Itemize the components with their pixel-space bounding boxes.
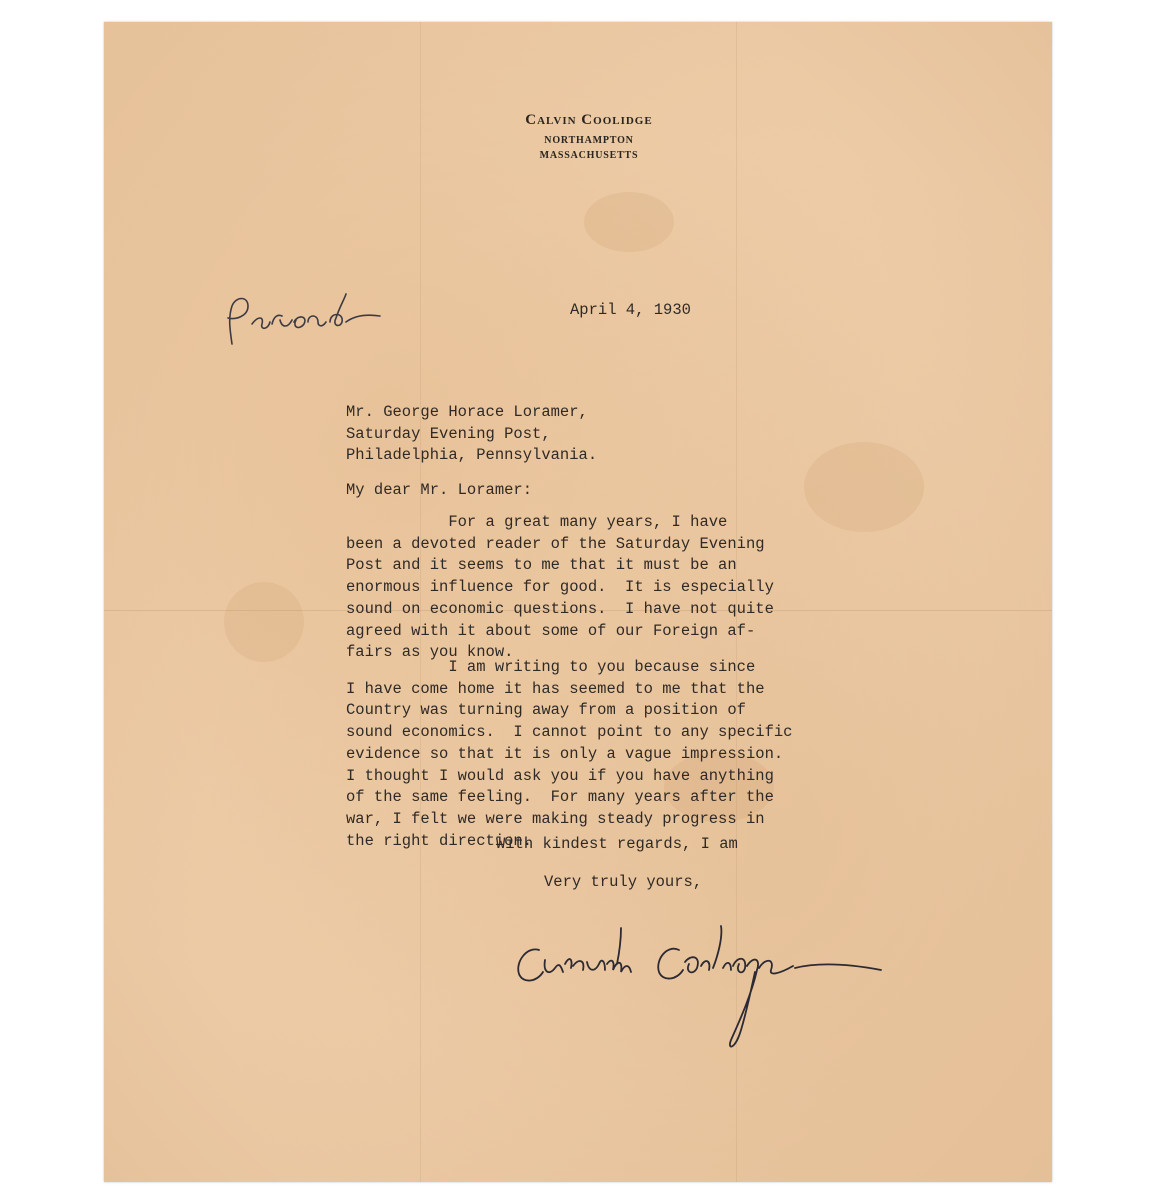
body-line: of the same feeling. For many years after the xyxy=(346,788,774,807)
recipient-line: Mr. George Horace Loramer, xyxy=(346,403,588,421)
body-line: fairs as you know. xyxy=(346,643,514,662)
recipient-line: Saturday Evening Post, xyxy=(346,424,551,443)
body-line: agreed with it about some of our Foreign af- xyxy=(346,621,756,640)
body-line: I am writing to you because since xyxy=(346,658,756,676)
body-line: sound economics. I cannot point to any specific xyxy=(346,723,793,742)
letterhead-town: NORTHAMPTON xyxy=(544,135,634,146)
body-line: enormous influence for good. It is especially xyxy=(346,578,774,597)
recipient-line: Philadelphia, Pennsylvania. xyxy=(346,446,598,465)
body-line: I thought I would ask you if you have anything xyxy=(346,766,774,785)
recipient-address xyxy=(346,402,597,467)
closing-line: With kindest regards, I am xyxy=(496,835,738,853)
letter-date: April 4, 1930 xyxy=(570,301,691,319)
body-paragraph-1 xyxy=(346,512,774,664)
letterhead xyxy=(464,112,714,161)
body-line: evidence so that it is only a vague impression. xyxy=(346,744,784,763)
paper-stain xyxy=(224,582,304,662)
body-line: Country was turning away from a position of xyxy=(346,701,746,720)
paper-stain xyxy=(804,442,924,532)
body-line: been a devoted reader of the Saturday Evening xyxy=(346,534,765,553)
body-paragraph-2 xyxy=(346,657,792,852)
body-line: Post and it seems to me that it must be an xyxy=(346,556,737,575)
valediction: Very truly yours, xyxy=(544,873,703,891)
body-line: I have come home it has seemed to me that the xyxy=(346,679,765,698)
body-line: the right direction. xyxy=(346,831,533,850)
handwritten-annotation xyxy=(214,282,384,362)
letter-sheet xyxy=(104,22,1052,1182)
body-line: sound on economic questions. I have not quite xyxy=(346,599,774,618)
signature xyxy=(509,910,899,1060)
letterhead-state: MASSACHUSETTS xyxy=(539,150,639,161)
body-line: war, I felt we were making steady progress in xyxy=(346,809,765,828)
paper-stain xyxy=(584,192,674,252)
salutation: My dear Mr. Loramer: xyxy=(346,481,533,499)
body-line: For a great many years, I have xyxy=(346,513,728,531)
letterhead-name: Calvin Coolidge xyxy=(525,112,653,128)
